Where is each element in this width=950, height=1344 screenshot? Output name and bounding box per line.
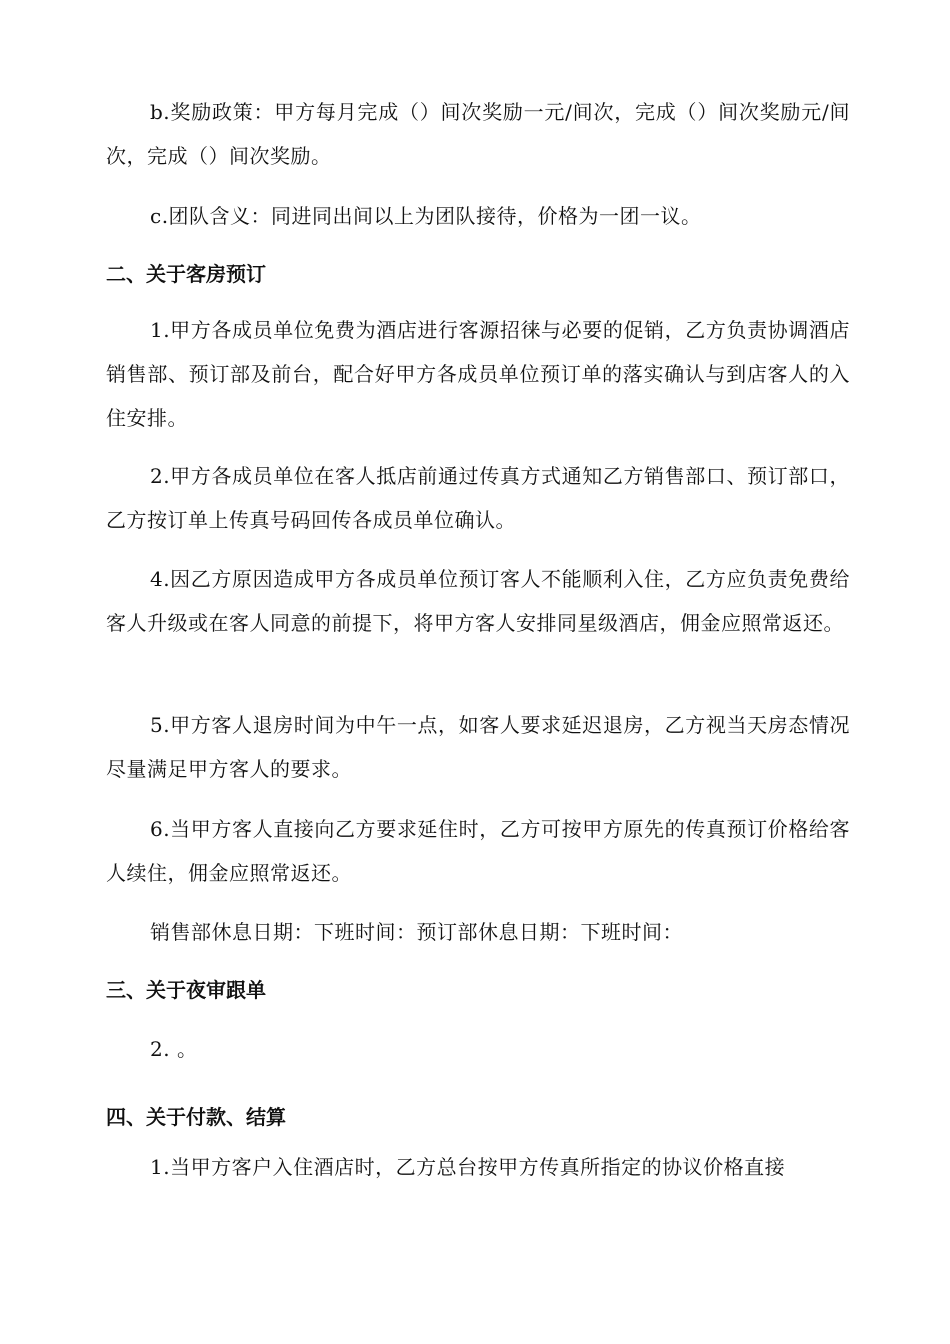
section-heading-room-booking: 二、关于客房预订: [106, 262, 266, 286]
paragraph-booking-4: 4.因乙方原因造成甲方各成员单位预订客人不能顺利入住，乙方应负责免费给客人升级或在客人同意的前提下，将甲方客人安排同星级酒店，佣金应照常返还。: [106, 567, 850, 635]
paragraph-payment-1: 1.当甲方客户入住酒店时，乙方总台按甲方传真所指定的协议价格直接: [150, 1155, 786, 1179]
paragraph-booking-6: 6.当甲方客人直接向乙方要求延住时，乙方可按甲方原先的传真预订价格给客人续住，佣金应照常返还。: [106, 817, 850, 885]
paragraph-booking-5: 5.甲方客人退房时间为中午一点，如客人要求延迟退房，乙方视当天房态情况尽量满足甲方客人的要求。: [106, 713, 850, 781]
section-heading-payment: 四、关于付款、结算: [106, 1105, 286, 1129]
paragraph-booking-1: 1.甲方各成员单位免费为酒店进行客源招徕与必要的促销，乙方负责协调酒店销售部、预订部及前台，配合好甲方各成员单位预订单的落实确认与到店客人的入住安排。: [106, 318, 850, 430]
paragraph-team-definition: c.团队含义：同进同出间以上为团队接待，价格为一团一议。: [150, 204, 702, 228]
paragraph-night-audit-2: 2. 。: [150, 1037, 198, 1061]
paragraph-rest-schedule: 销售部休息日期：下班时间：预订部休息日期：下班时间：: [150, 920, 683, 944]
section-heading-night-audit: 三、关于夜审跟单: [106, 978, 266, 1002]
paragraph-reward-policy: b.奖励政策：甲方每月完成（）间次奖励一元/间次，完成（）间次奖励元/间次，完成（）间次奖励。: [106, 100, 850, 168]
paragraph-booking-2: 2.甲方各成员单位在客人抵店前通过传真方式通知乙方销售部口、预订部口，乙方按订单上传真号码回传各成员单位确认。: [106, 464, 850, 532]
